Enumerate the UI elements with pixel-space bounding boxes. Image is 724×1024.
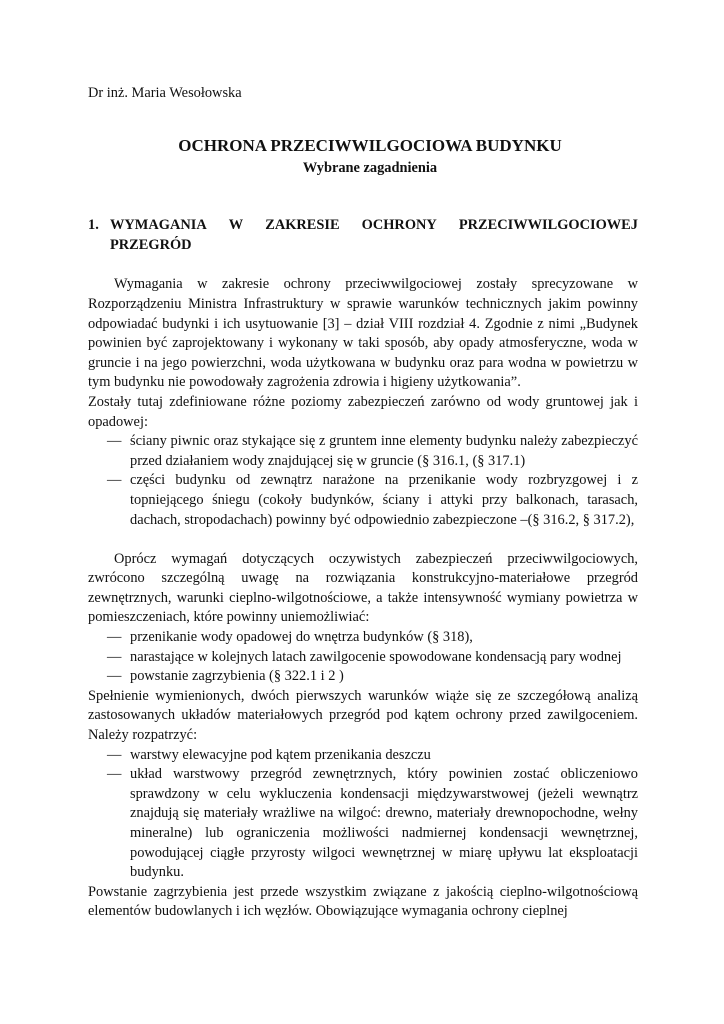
list-item: — ściany piwnic oraz stykające się z gruntem inne elementy budynku należy zabezpieczyć przed działaniem wody znajdującej się w gruncie (§ 316.1, (§ 317.1)	[107, 433, 638, 469]
list-item: — narastające w kolejnych latach zawilgocenie spowodowane kondensacją pary wodnej	[88, 648, 638, 668]
document-title: OCHRONA PRZECIWWILGOCIOWA BUDYNKU	[178, 135, 562, 155]
section-title-word: OCHRONY	[361, 217, 437, 234]
requirements-list-3	[88, 746, 638, 883]
list-item: — powstanie zagrzybienia (§ 322.1 i 2 )	[88, 667, 638, 687]
section-heading	[88, 216, 638, 255]
paragraph-5: Powstanie zagrzybienia jest przede wszystkim związane z jakością cieplno-wilgotnościową elementów budowlanych i ich węzłów. Obowiązujące wymagania ochrony cieplnej	[88, 883, 638, 920]
dash-bullet: —	[107, 668, 122, 685]
dash-bullet: —	[107, 629, 122, 646]
requirements-list-1	[88, 432, 638, 530]
list-item: — części budynku od zewnątrz narażone na przenikanie wody rozbryzgowej i z topniejącego śniegu (cokoły budynków, ściany i attyki przy balkonach, tarasach, dachach, stropodachach) powinny być odpowiednio zabezpieczone –(§ 316.2, § 317.2),	[107, 472, 638, 528]
paragraph-3: Oprócz wymagań dotyczących oczywistych zabezpieczeń przeciwwilgociowych, zwrócono szczególną uwagę na rozwiązania konstrukcyjno-materiałowe przegród zewnętrznych, warunki cieplno-wilgotnościowe, a także intensywność wymiany powietrza w pomieszczeniach, które powinny uniemożliwiać:	[88, 550, 638, 626]
author-line: Dr inż. Maria Wesołowska	[88, 85, 242, 101]
section-title-word: W	[228, 217, 244, 234]
section-title-word: PRZECIWWILGOCIOWEJ	[458, 217, 638, 234]
dash-bullet: —	[107, 766, 122, 783]
list-item: — warstwy elewacyjne pod kątem przenikania deszczu	[88, 746, 638, 766]
dash-bullet: —	[107, 472, 122, 489]
paragraph-2: Zostały tutaj zdefiniowane różne poziomy zabezpieczeń zarówno od wody gruntowej jak i opadowej:	[88, 393, 638, 430]
paragraph-1: Wymagania w zakresie ochrony przeciwwilgociowej zostały sprecyzowane w Rozporządzeniu Ministra Infrastruktury w sprawie warunków technicznych jakim powinny odpowiadać budynki i ich usytuowanie [3] – dział VIII rozdział 4. Zgodnie z nimi „Budynek powinien być zaprojektowany i wykonany w taki sposób, aby opady atmosferyczne, woda w gruncie i na jego powierzchni, woda użytkowana w budynku oraz para wodna w powietrzu w tym budynku nie powodowały zagrożenia zdrowia i higieny użytkowania”.	[88, 276, 638, 391]
section-title-word: ZAKRESIE	[265, 217, 340, 234]
section-title-line-1	[110, 216, 638, 236]
requirements-list-2	[88, 628, 638, 687]
paragraph-4: Spełnienie wymienionych, dwóch pierwszych warunków wiąże się ze szczegółową analizą zastosowanych układów materiałowych przegród pod kątem ochrony przed zawilgoceniem. Należy rozpatrzyć:	[88, 687, 638, 744]
section-number: 1.	[88, 217, 99, 234]
list-item: — przenikanie wody opadowej do wnętrza budynków (§ 318),	[88, 628, 638, 648]
dash-bullet: —	[107, 746, 122, 763]
section-title-line-2: PRZEGRÓD	[110, 236, 192, 253]
list-item: — układ warstwowy przegród zewnętrznych, który powinien zostać obliczeniowo sprawdzony w celu wykluczenia kondensacji międzywarstwowej (jeżeli wewnątrz znajdują się materiały wrażliwe na wilgoć: drewno, materiały drewnopochodne, wełny mineralne) lub ograniczenia możliwości nadmiernej kondensacji wewnętrznej, powodującej ciągłe przyrosty wilgoci wewnętrznej w miarę upływu lat eksploatacji budynku.	[107, 766, 638, 881]
dash-bullet: —	[107, 433, 122, 450]
section-title-word: WYMAGANIA	[110, 217, 207, 234]
dash-bullet: —	[107, 648, 122, 665]
document-subtitle: Wybrane zagadnienia	[302, 159, 438, 176]
